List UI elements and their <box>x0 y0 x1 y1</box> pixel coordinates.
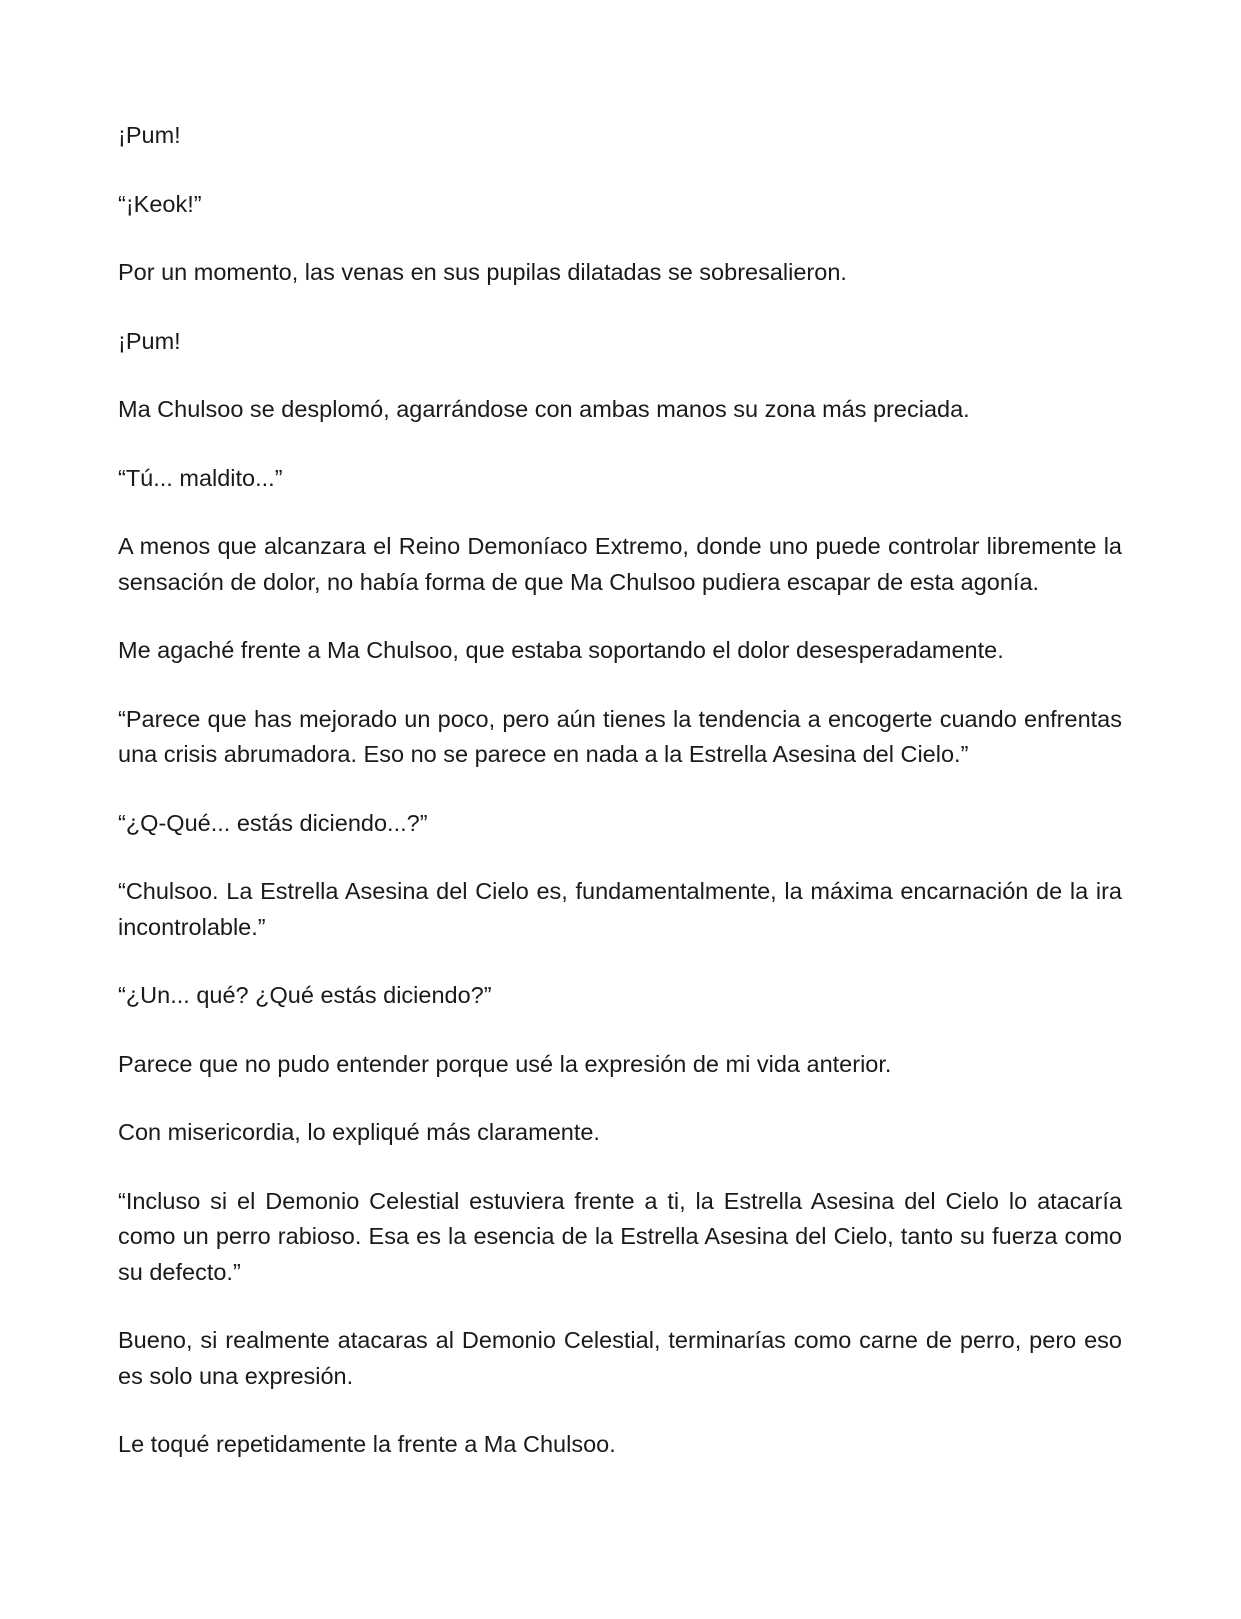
paragraph: “Tú... maldito...” <box>118 464 283 491</box>
paragraph: “Chulsoo. La Estrella Asesina del Cielo es, fundamentalmente, la máxima encarnación de la ira incontrolable.” <box>118 878 1122 940</box>
paragraph: Le toqué repetidamente la frente a Ma Chulsoo. <box>118 1431 616 1457</box>
paragraph: “¡Keok!” <box>118 190 202 217</box>
paragraph: ¡Pum! <box>118 122 181 148</box>
paragraph: “¿Q-Qué... estás diciendo...?” <box>118 809 428 836</box>
paragraph: Con misericordia, lo expliqué más claramente. <box>118 1119 600 1145</box>
paragraph: Ma Chulsoo se desplomó, agarrándose con ambas manos su zona más preciada. <box>118 396 970 422</box>
paragraph: Me agaché frente a Ma Chulsoo, que estaba soportando el dolor desesperadamente. <box>118 637 1004 663</box>
paragraph: A menos que alcanzara el Reino Demoníaco Extremo, donde uno puede controlar libremente la sensación de dolor, no había forma de que Ma Chulsoo pudiera escapar de esta agonía. <box>118 533 1122 595</box>
paragraph: ¡Pum! <box>118 327 181 354</box>
document-body <box>118 118 1122 1463</box>
paragraph: “Parece que has mejorado un poco, pero aún tienes la tendencia a encogerte cuando enfrentas una crisis abrumadora. Eso no se parece en nada a la Estrella Asesina del Cielo.” <box>118 705 1122 767</box>
paragraph: “¿Un... qué? ¿Qué estás diciendo?” <box>118 982 492 1008</box>
paragraph: Parece que no pudo entender porque usé la expresión de mi vida anterior. <box>118 1050 892 1077</box>
paragraph: “Incluso si el Demonio Celestial estuviera frente a ti, la Estrella Asesina del Cielo lo atacaría como un perro rabioso. Esa es la esencia de la Estrella Asesina del Cielo, tanto su fuerza como su defecto.” <box>118 1187 1122 1285</box>
paragraph: Bueno, si realmente atacaras al Demonio Celestial, terminarías como carne de perro, pero eso es solo una expresión. <box>118 1327 1122 1389</box>
paragraph: Por un momento, las venas en sus pupilas dilatadas se sobresalieron. <box>118 259 847 285</box>
